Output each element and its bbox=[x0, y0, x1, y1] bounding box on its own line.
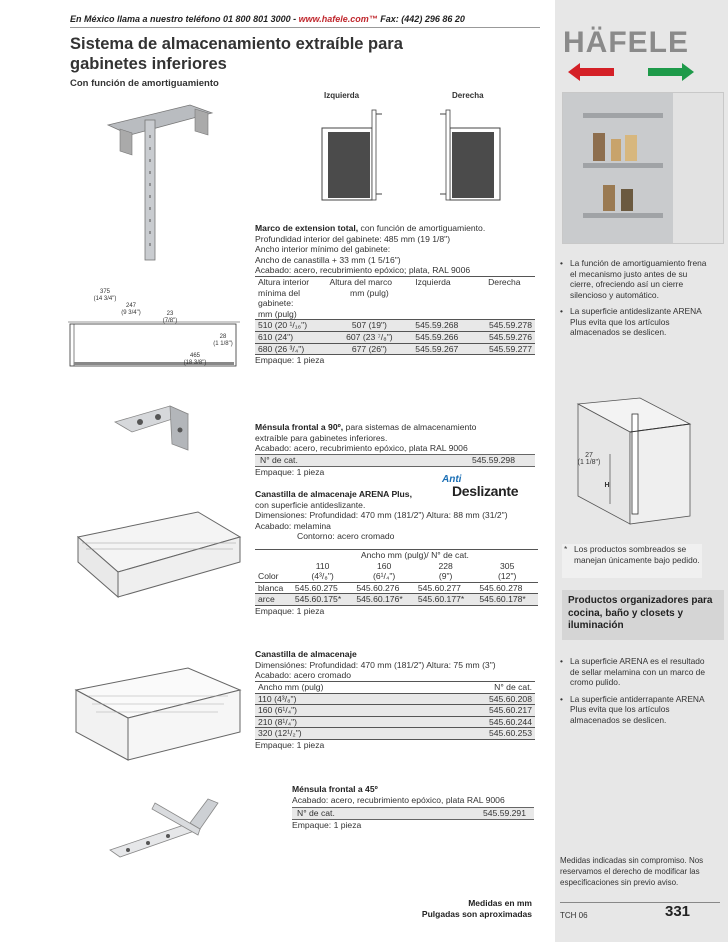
bracket-90-packing: Empaque: 1 pieza bbox=[255, 467, 325, 477]
dim-465: 465 (18 3/8") bbox=[183, 353, 207, 366]
disclaimer: Medidas indicadas sin compromiso. Nos reservamos el derecho de modificar las especificaciones sin previo aviso. bbox=[560, 856, 704, 887]
order-note: * Los productos sombreados se manejan únicamente bajo pedido. bbox=[562, 544, 702, 578]
section-bracket-90: Ménsula frontal a 90º, para sistemas de almacenamiento extraíble para gabinetes inferiores. Acabado: acero, recubrimiento epóxico, plata RAL 9006 bbox=[255, 422, 477, 454]
contact-line: En México llama a nuestro teléfono 01 800 801 3000 - www.hafele.com™ Fax: (442) 296 86 20 bbox=[70, 14, 465, 24]
page-number: 331 bbox=[665, 903, 691, 920]
page-title: Sistema de almacenamiento extraíble para gabinetes inferiores bbox=[70, 35, 403, 73]
frame-illustration bbox=[100, 95, 220, 265]
website-link[interactable]: www.hafele.com™ bbox=[298, 14, 378, 24]
chrome-basket-illustration bbox=[68, 660, 248, 772]
direction-arrows-icon bbox=[566, 60, 696, 84]
dim-h: H bbox=[604, 482, 610, 489]
table-row: 210 (8¹/₄") 545.60.244 bbox=[255, 716, 535, 728]
table-row: 610 (24") 607 (23 ⁷/₈") 545.59.266 545.59.276 bbox=[255, 331, 535, 343]
category-box: Productos organizadores para cocina, baño y closets y iluminación bbox=[562, 590, 724, 640]
bracket-90-cat-row: N° de cat. 545.59.298 bbox=[255, 455, 535, 466]
arena-plus-table: Ancho mm (pulg)/ N° de cat. 110 160 228 305 Color (4³/₈") (6¹/₄") (9") (12") blanca 545.60.275 545.60.276 545.60.277 545.60.278 arce 545.60.175* 545.60.176* 545.60.177* 545.60.178* Empaque: 1 pieza bbox=[255, 549, 538, 617]
table-row: blanca 545.60.275 545.60.276 545.60.277 545.60.278 bbox=[255, 582, 538, 594]
footer-units: Medidas en mm Pulgadas son aproximadas bbox=[421, 898, 532, 919]
dim-27: 27 (1 1/8") bbox=[577, 452, 601, 466]
dim-28: 28 (1 1/8") bbox=[213, 334, 233, 347]
bracket-45-illustration bbox=[100, 795, 230, 867]
left-mount-diagram bbox=[318, 108, 388, 203]
table-row: 680 (26 ³/₄") 677 (26") 545.59.267 545.59.277 bbox=[255, 343, 535, 355]
cabinet-photo bbox=[562, 92, 724, 244]
bracket-45-cat-row: N° de cat. 545.59.291 bbox=[292, 808, 534, 819]
label-izquierda: Izquierda bbox=[324, 91, 360, 100]
section-bracket-45: Ménsula frontal a 45º Acabado: acero, recubrimiento epóxico, plata RAL 9006 bbox=[292, 784, 505, 805]
anti-slip-badge: Anti Deslizante bbox=[442, 474, 519, 499]
dim-247: 247 (9 3/4") bbox=[121, 303, 141, 316]
right-mount-diagram bbox=[438, 108, 508, 203]
catalog-code: TCH 06 bbox=[560, 911, 588, 920]
frame-spec-table: Altura interior Altura del marco Izquierda Derecha mínima del mm (pulg) gabinete: mm (pulg) 510 (20 ¹/₁₆") 507 (19") 545.59.268 545.59.278 610 (24") 607 (23 ⁷/₈") 545.59.266 545.59.276 680 (26 ³/₄") 677 (26") 545.59.267 545.59.277 Empaque: 1 pieza bbox=[255, 276, 535, 366]
brand-logo: HÄFELE bbox=[563, 26, 689, 59]
table-row: arce 545.60.175* 545.60.176* 545.60.177* 545.60.178* bbox=[255, 594, 538, 606]
bracket-90-illustration bbox=[110, 400, 200, 460]
arena-plus-basket-illustration bbox=[68, 497, 248, 612]
table-row: 510 (20 ¹/₁₆") 507 (19") 545.59.268 545.59.278 bbox=[255, 320, 535, 332]
label-derecha: Derecha bbox=[452, 91, 484, 100]
cabinet-photo-icon bbox=[563, 93, 723, 243]
table-row: 320 (12¹/₂") 545.60.253 bbox=[255, 728, 535, 740]
table-row: 110 (4³/₈") 545.60.208 bbox=[255, 693, 535, 705]
sidebar-bullets-2: • La superficie ARENA es el resultado de sellar melamina con un marco de cromo pulido. • La superficie antiderrapante ARENA Plus evita que los artículos almacenados se deslicen. bbox=[560, 656, 710, 731]
header-divider bbox=[70, 27, 540, 28]
dim-375: 375 (14 3/4") bbox=[93, 289, 117, 302]
bracket-45-packing: Empaque: 1 pieza bbox=[292, 820, 362, 830]
chrome-basket-table: Ancho mm (pulg) N° de cat. 110 (4³/₈") 545.60.208 160 (6¹/₄") 545.60.217 210 (8¹/₄") 545.60.244 320 (12¹/₂") 545.60.253 Empaque: 1 pieza bbox=[255, 681, 535, 751]
section-frame-info: Marco de extension total, con función de amortiguamiento. Profundidad interior del gabinete: 485 mm (19 1/8") Ancho interior mínimo del gabinete: Ancho de canastilla + 33 mm (1 5/16") Acabado: acero, recubrimiento epóxico; plata, RAL 9006 bbox=[255, 223, 486, 276]
sidebar-bullets-1: • La función de amortiguamiento frena el mecanismo justo antes de su cierre, ofreciendo así un cierre silencioso y automático. • La superficie antideslizante ARENA Plus evita que los artículos almacenados se deslicen. bbox=[560, 258, 710, 344]
page-subtitle: Con función de amortiguamiento bbox=[70, 78, 219, 89]
section-chrome-basket: Canastilla de almacenaje Dimensiónes: Profundidad: 470 mm (181/2") Altura: 75 mm (3") Acabado: acero cromado bbox=[255, 649, 496, 681]
section-arena-plus: Canastilla de almacenaje ARENA Plus, con superficie antideslizante. Dimensiones: Profundidad: 470 mm (181/2") Altura: 88 mm (31/2") Acabado: melamina Contorno: acero cromado bbox=[255, 489, 508, 542]
dim-23: 23 (7/8") bbox=[162, 311, 178, 324]
table-row: 160 (6¹/₄") 545.60.217 bbox=[255, 705, 535, 717]
